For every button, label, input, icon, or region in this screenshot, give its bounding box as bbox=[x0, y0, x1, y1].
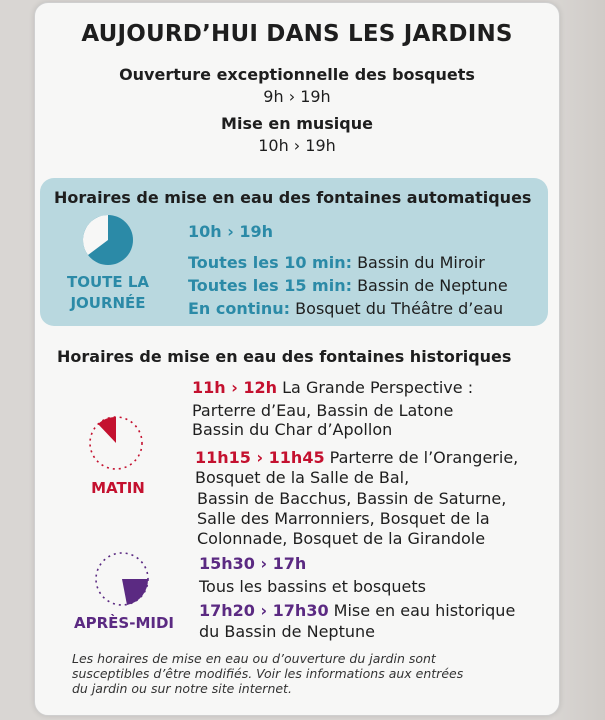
morning-slot-1-line: La Grande Perspective : bbox=[282, 378, 474, 397]
afternoon-label: APRÈS-MIDI bbox=[74, 614, 174, 632]
morning-slot-1-time: 11h › 12h bbox=[192, 378, 278, 397]
afternoon-slot-2-line: du Bassin de Neptune bbox=[199, 622, 375, 641]
auto-row-place: Bassin de Neptune bbox=[357, 276, 508, 295]
afternoon-slot-1-time: 15h30 › 17h bbox=[199, 554, 307, 573]
historic-heading: Horaires de mise en eau des fontaines historiques bbox=[57, 347, 512, 366]
auto-row bbox=[188, 253, 485, 272]
footnote-line: Les horaires de mise en eau ou d’ouverture du jardin sont bbox=[72, 651, 436, 666]
automatic-hours: 10h › 19h bbox=[188, 222, 274, 241]
afternoon-slot-2-line: Mise en eau historique bbox=[333, 601, 516, 620]
auto-row-place: Bosquet du Théâtre d’eau bbox=[295, 299, 504, 318]
afternoon-slot-2-time: 17h20 › 17h30 bbox=[199, 601, 329, 620]
all-day-label bbox=[50, 272, 166, 314]
auto-row-frequency: Toutes les 15 min: bbox=[188, 276, 352, 295]
music-hours: 10h › 19h bbox=[258, 136, 336, 155]
morning-slot-2-line: Salle des Marronniers, Bosquet de la bbox=[197, 509, 490, 528]
morning-slot-2-line: Colonnade, Bosquet de la Girandole bbox=[197, 529, 486, 548]
music-label: Mise en musique bbox=[221, 114, 373, 133]
automatic-heading: Horaires de mise en eau des fontaines automatiques bbox=[54, 188, 532, 207]
auto-row-place: Bassin du Miroir bbox=[357, 253, 485, 272]
morning-slot-2-time: 11h15 › 11h45 bbox=[195, 448, 325, 467]
footnote-line: du jardin ou sur notre site internet. bbox=[72, 681, 292, 696]
bosquets-label: Ouverture exceptionnelle des bosquets bbox=[119, 65, 475, 84]
sign-title: AUJOURD’HUI DANS LES JARDINS bbox=[81, 21, 513, 47]
afternoon-slot-1-line: Tous les bassins et bosquets bbox=[199, 577, 426, 596]
auto-row-frequency: En continu: bbox=[188, 299, 291, 318]
footnote bbox=[72, 651, 532, 696]
morning-slot-2-line: Parterre de l’Orangerie, bbox=[329, 448, 519, 467]
morning-slot-1-line: Parterre d’Eau, Bassin de Latone bbox=[192, 401, 454, 420]
background-wall bbox=[555, 0, 605, 720]
morning-slot-2 bbox=[195, 448, 518, 467]
automatic-fountains-panel bbox=[40, 178, 548, 326]
clock-all-day-icon bbox=[82, 214, 134, 266]
footnote-line: susceptibles d’être modifiés. Voir les informations aux entrées bbox=[72, 666, 464, 681]
morning-slot-2-line: Bassin de Bacchus, Bassin de Saturne, bbox=[197, 489, 507, 508]
auto-row bbox=[188, 299, 503, 318]
auto-row-frequency: Toutes les 10 min: bbox=[188, 253, 352, 272]
all-day-label-line-1: TOUTE LA bbox=[66, 273, 150, 291]
morning-label: MATIN bbox=[91, 479, 145, 497]
morning-slot-1 bbox=[192, 378, 473, 397]
afternoon-slot-2 bbox=[199, 601, 515, 620]
auto-row bbox=[188, 276, 508, 295]
morning-slot-2-line: Bosquet de la Salle de Bal, bbox=[195, 468, 410, 487]
clock-afternoon-icon bbox=[94, 551, 150, 607]
clock-morning-icon bbox=[88, 415, 144, 471]
all-day-label-line-2: JOURNÉE bbox=[70, 294, 146, 312]
bosquets-hours: 9h › 19h bbox=[263, 87, 331, 106]
morning-slot-1-line: Bassin du Char d’Apollon bbox=[192, 420, 393, 439]
